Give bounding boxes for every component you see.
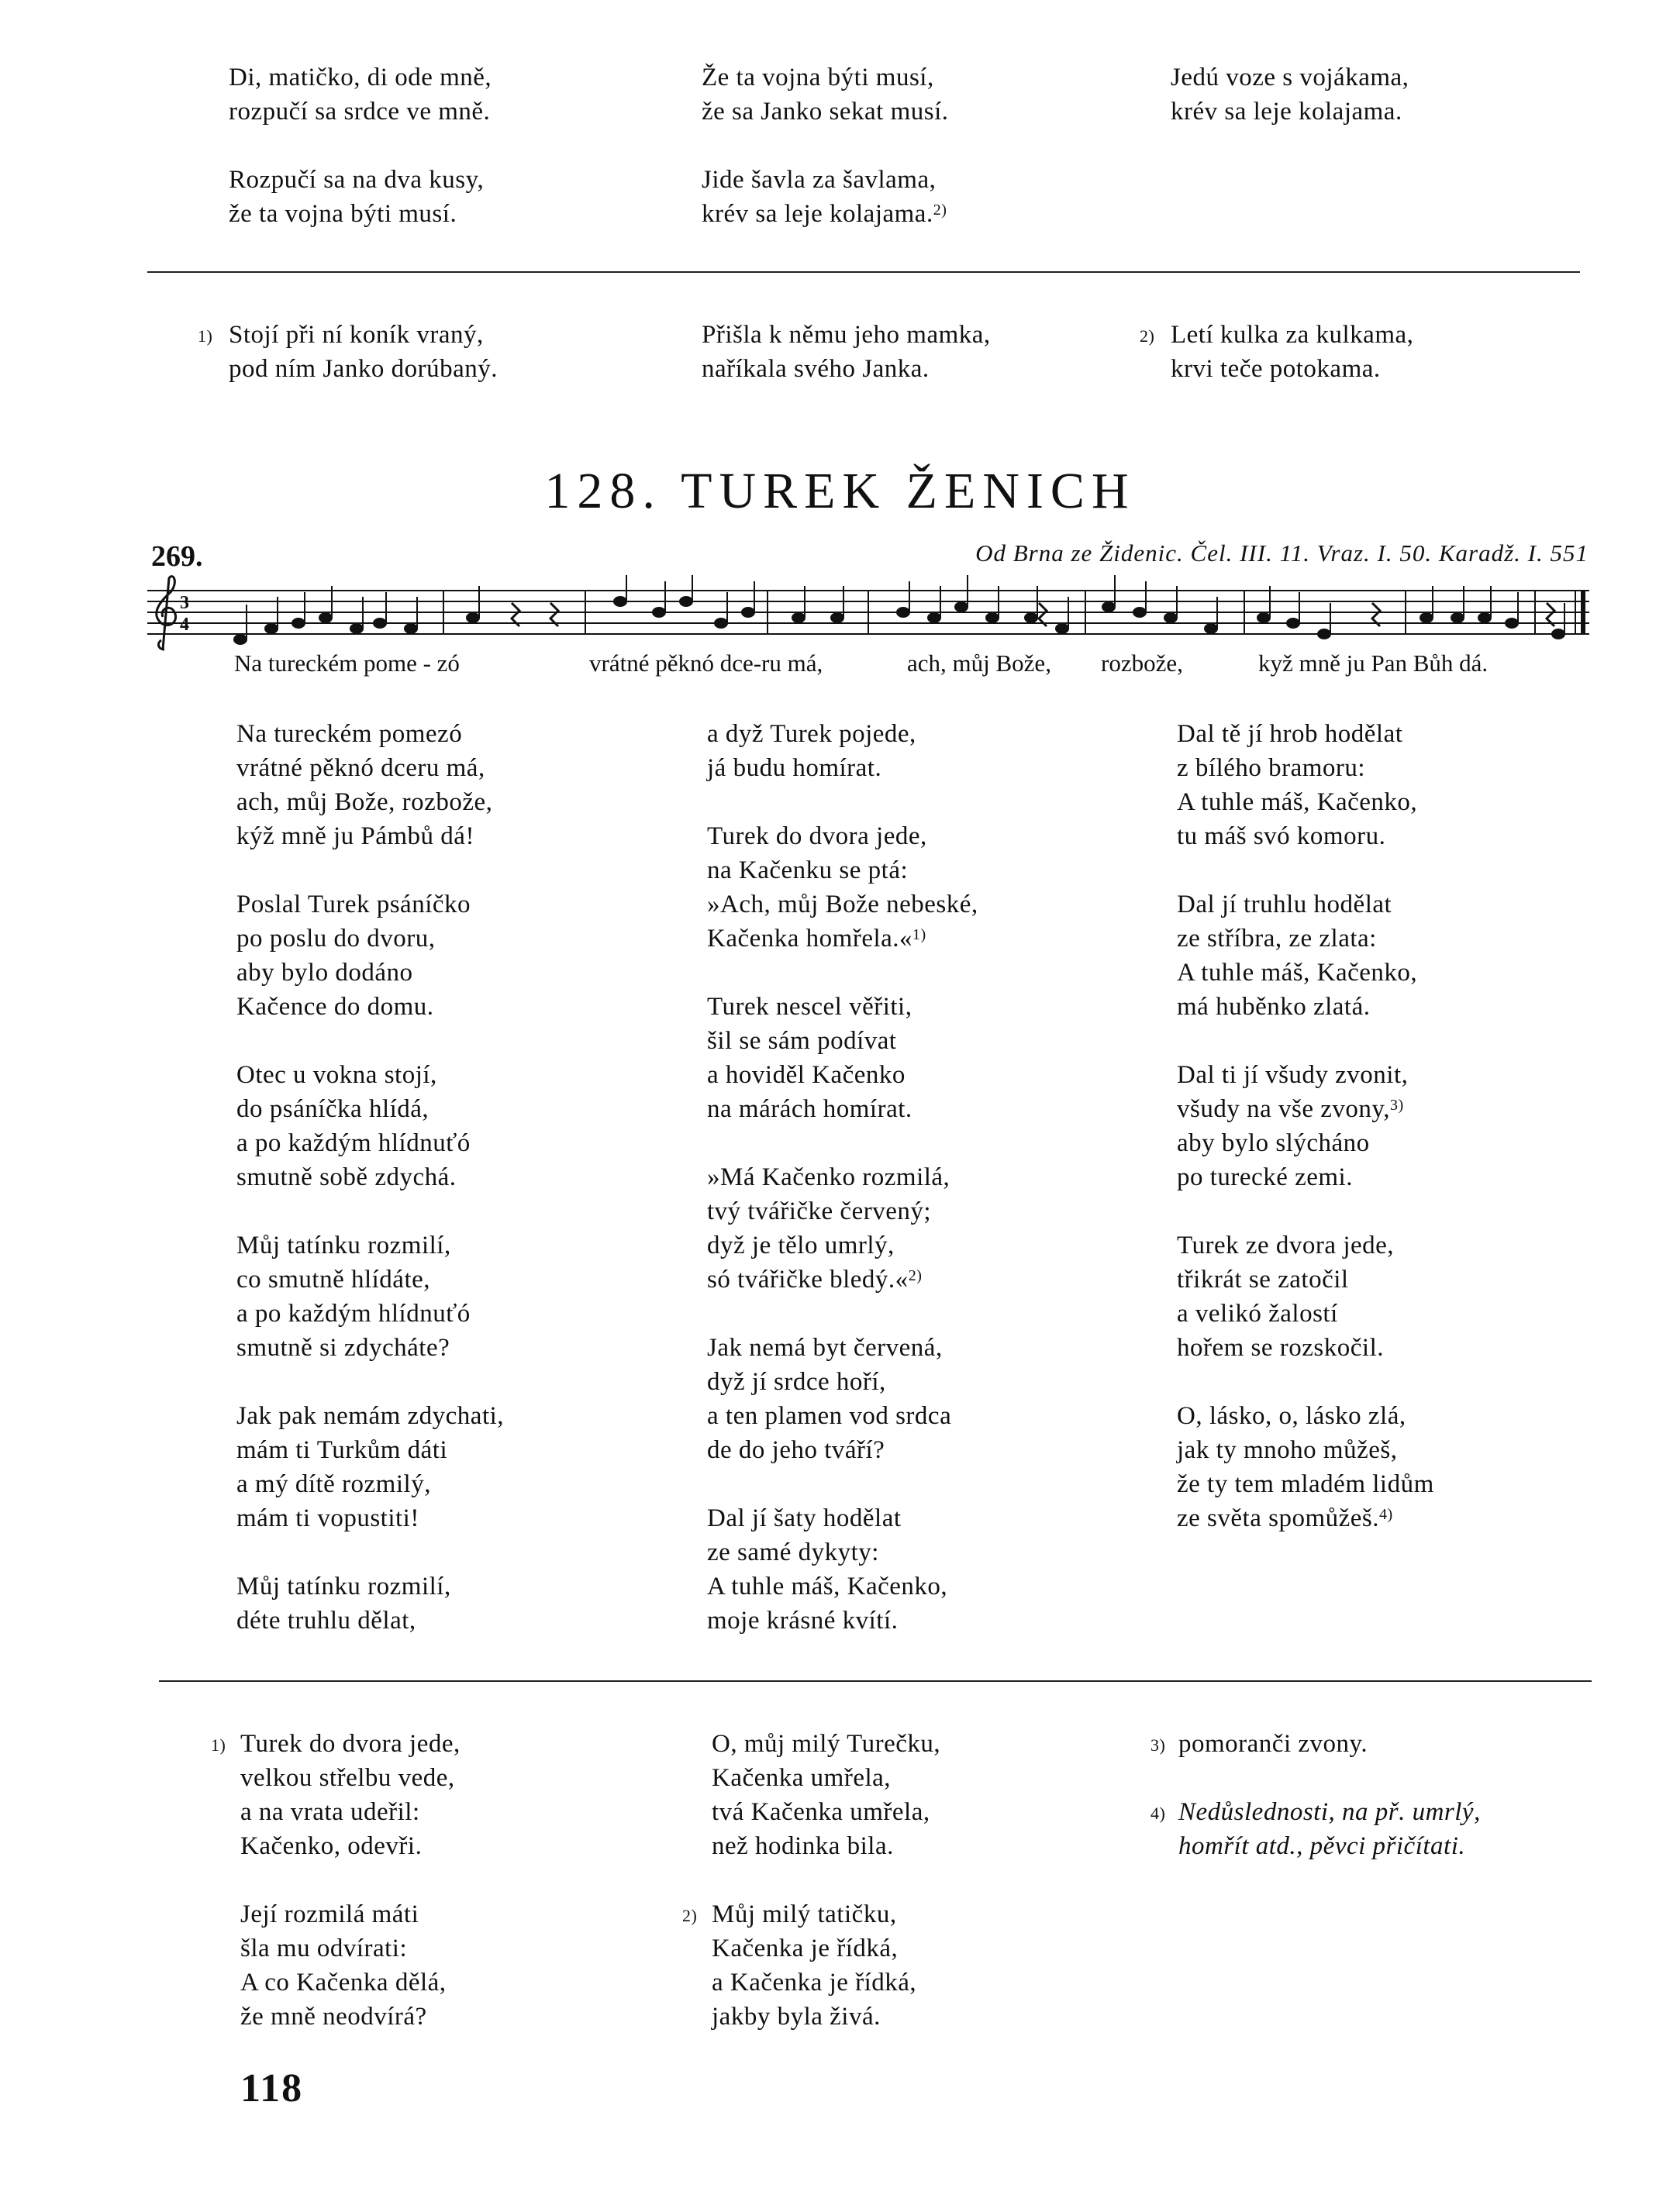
verse-line: mám ti Turkům dáti bbox=[236, 1436, 448, 1464]
time-sig-top: 3 bbox=[180, 593, 189, 613]
verse-line: A tuhle máš, Kačenko, bbox=[1177, 788, 1418, 816]
stanza bbox=[707, 990, 978, 1126]
verse-text: krév sa leje kolajama. bbox=[702, 200, 933, 228]
verse-line: Dal jí truhlu hodělat bbox=[1177, 891, 1392, 918]
footnote-line: a na vrata udeřil: bbox=[240, 1798, 420, 1826]
footnote-line: Letí kulka za kulkama, bbox=[1171, 321, 1414, 349]
footnote-line: šla mu odvírati: bbox=[240, 1935, 408, 1962]
stanza bbox=[229, 163, 492, 231]
footnote-line: než hodinka bila. bbox=[712, 1832, 894, 1860]
verse-line bbox=[707, 922, 978, 956]
footnote-line: Kačenko, odevři. bbox=[240, 1832, 423, 1860]
stanza bbox=[682, 1897, 940, 2034]
verse-line: Rozpučí sa na dva kusy, bbox=[229, 166, 485, 194]
verse-line: Turek ze dvora jede, bbox=[1177, 1232, 1395, 1259]
verse-line: »Ach, můj Bože nebeské, bbox=[707, 891, 978, 918]
verse-line: dyž jí srdce hoří, bbox=[707, 1368, 886, 1396]
verse-line: rozpučí sa srdce ve mně. bbox=[229, 98, 491, 126]
verse-line: a po každým hlídnuťó bbox=[236, 1300, 471, 1328]
footnote-line: tvá Kačenka umřela, bbox=[712, 1798, 930, 1826]
footnote-ref: 1) bbox=[912, 926, 926, 943]
stanza bbox=[702, 163, 949, 231]
verse-text: ze světa spomůžeš. bbox=[1177, 1504, 1379, 1532]
verse-line: a po každým hlídnuťó bbox=[236, 1129, 471, 1157]
verse-line: de do jeho tváří? bbox=[707, 1436, 885, 1464]
stanza bbox=[707, 1331, 978, 1467]
footnote-ref: 2) bbox=[933, 202, 947, 219]
lyric-syllables-2: vrátné pěknó dce-ru má, bbox=[589, 649, 823, 677]
footnote-line: krvi teče potokama. bbox=[1171, 355, 1381, 383]
verse-line: ze stříbra, ze zlata: bbox=[1177, 925, 1377, 953]
footnote-marker: 1) bbox=[211, 1735, 226, 1755]
verse-line: co smutně hlídáte, bbox=[236, 1266, 431, 1294]
verse-text: Kačenka homřela.« bbox=[707, 925, 913, 953]
verse-line: po turecké zemi. bbox=[1177, 1163, 1353, 1191]
verse-line bbox=[702, 197, 949, 231]
verse-line: že ta vojna býti musí. bbox=[229, 200, 457, 228]
footnote-line: Turek do dvora jede, bbox=[240, 1730, 461, 1758]
verse-line: na Kačenku se ptá: bbox=[707, 856, 909, 884]
verse-line: Poslal Turek psáníčko bbox=[236, 891, 471, 918]
lyric-syllables-1: Na tureckém pome - zó bbox=[234, 649, 460, 677]
verse-line: Otec u vokna stojí, bbox=[236, 1061, 437, 1089]
stanza bbox=[707, 717, 978, 785]
footnote-line: O, můj milý Turečku, bbox=[712, 1730, 941, 1758]
top-footnote-middle bbox=[702, 318, 991, 386]
verse-line: tu máš svó komoru. bbox=[1177, 822, 1386, 850]
verse-line: moje krásné kvítí. bbox=[707, 1607, 899, 1635]
verse-line: Dal ti jí všudy zvonit, bbox=[1177, 1061, 1409, 1089]
verse-line: má huběnko zlatá. bbox=[1177, 993, 1371, 1021]
verse-line: hořem se rozskočil. bbox=[1177, 1334, 1385, 1362]
verse-line: A tuhle máš, Kačenko, bbox=[1177, 959, 1418, 987]
stanza bbox=[707, 1160, 978, 1297]
verse-line: Dal jí šaty hodělat bbox=[707, 1504, 902, 1532]
verse-line: z bílého bramoru: bbox=[1177, 754, 1366, 782]
stanza bbox=[707, 1501, 978, 1638]
top-stanzas-col2 bbox=[702, 60, 949, 231]
lyric-syllables-4: rozbože, bbox=[1101, 649, 1183, 677]
verse-line: A tuhle máš, Kačenko, bbox=[707, 1573, 948, 1600]
stanza bbox=[229, 60, 492, 129]
verse-line: vrátné pěknó dceru má, bbox=[236, 754, 485, 782]
stanza bbox=[240, 1727, 461, 1863]
verse-line bbox=[707, 1263, 978, 1297]
verse-line: a hoviděl Kačenko bbox=[707, 1061, 906, 1089]
main-stanzas-col3 bbox=[1177, 717, 1434, 1535]
verse-line: aby bylo dodáno bbox=[236, 959, 413, 987]
stanza bbox=[1177, 717, 1434, 853]
footnote-line: že mně neodvírá? bbox=[240, 2003, 427, 2031]
song-source: Od Brna ze Židenic. Čel. III. 11. Vraz. I. 50. Karadž. I. 551 bbox=[975, 539, 1589, 567]
stanza bbox=[236, 1058, 504, 1194]
footnote-ref: 3) bbox=[1389, 1097, 1404, 1114]
footnote-line: Kačenka umřela, bbox=[712, 1764, 892, 1792]
verse-line: Na tureckém pomezó bbox=[236, 720, 463, 748]
verse-line bbox=[1177, 1092, 1434, 1126]
footnote-line: Kačenka je řídká, bbox=[712, 1935, 899, 1962]
main-stanzas-col1 bbox=[236, 717, 504, 1638]
verse-line: Kačence do domu. bbox=[236, 993, 434, 1021]
verse-line: mám ti vopustiti! bbox=[236, 1504, 419, 1532]
bottom-footnote-col2 bbox=[682, 1727, 941, 2034]
time-sig-bottom: 4 bbox=[180, 615, 189, 635]
bottom-footnote-col1 bbox=[211, 1727, 461, 2034]
verse-line: na márách homírat. bbox=[707, 1095, 912, 1123]
verse-line: Turek do dvora jede, bbox=[707, 822, 927, 850]
footnote-line: Můj milý tatičku, bbox=[712, 1900, 897, 1928]
top-stanzas-col1 bbox=[229, 60, 492, 231]
verse-line: šil se sám podívat bbox=[707, 1027, 897, 1055]
verse-line: Jak nemá byt červená, bbox=[707, 1334, 943, 1362]
verse-line: »Má Kačenko rozmilá, bbox=[707, 1163, 950, 1191]
footnote-line: naříkala svého Janka. bbox=[702, 355, 930, 383]
melody-number: 269. bbox=[151, 540, 203, 573]
footnote-divider bbox=[159, 1680, 1592, 1682]
stanza bbox=[236, 1569, 504, 1638]
verse-line: O, lásko, o, lásko zlá, bbox=[1177, 1402, 1406, 1430]
footnote-marker: 4) bbox=[1150, 1804, 1166, 1823]
stanza bbox=[707, 819, 978, 956]
verse-line: aby bylo slýcháno bbox=[1177, 1129, 1370, 1157]
lyric-syllables-5: kyž mně ju Pan Bůh dá. bbox=[1258, 649, 1489, 677]
footnote-line: pomoranči zvony. bbox=[1178, 1730, 1368, 1758]
verse-line: tvý tvářičke červený; bbox=[707, 1197, 932, 1225]
footnote-line: a Kačenka je řídká, bbox=[712, 1969, 917, 1997]
top-footnote-2 bbox=[1140, 318, 1414, 386]
verse-line: Jide šavla za šavlama, bbox=[702, 166, 937, 194]
verse-line: Di, matičko, di ode mně, bbox=[229, 64, 492, 91]
footnote-ref: 2) bbox=[908, 1267, 923, 1284]
footnote-marker: 3) bbox=[1150, 1735, 1166, 1755]
verse-line: ach, můj Bože, rozbože, bbox=[236, 788, 493, 816]
verse-line: dyž je tělo umrlý, bbox=[707, 1232, 895, 1259]
verse-line: krév sa leje kolajama. bbox=[1171, 98, 1402, 126]
stanza bbox=[1177, 887, 1434, 1024]
footnote-line: velkou střelbu vede, bbox=[240, 1764, 455, 1792]
stanza bbox=[1177, 1399, 1434, 1535]
stanza bbox=[236, 887, 504, 1024]
verse-line: a ten plamen vod srdca bbox=[707, 1402, 952, 1430]
lyric-syllables-3: ach, můj Bože, bbox=[907, 649, 1051, 677]
footnote-marker: 1) bbox=[198, 326, 213, 346]
footnote-line: Stojí při ní koník vraný, bbox=[229, 321, 484, 349]
footnote-marker: 2) bbox=[1140, 326, 1155, 346]
verse-line: kýž mně ju Pámbů dá! bbox=[236, 822, 474, 850]
stanza bbox=[1150, 1795, 1481, 1863]
bottom-footnote-col3 bbox=[1150, 1727, 1481, 1863]
footnote-line: A co Kačenka dělá, bbox=[240, 1969, 447, 1997]
top-stanzas-col3 bbox=[1171, 60, 1409, 129]
verse-line: smutně sobě zdychá. bbox=[236, 1163, 457, 1191]
song-title: 128. TUREK ŽENICH bbox=[544, 463, 1136, 519]
verse-text: všudy na vše zvony, bbox=[1177, 1095, 1390, 1123]
footnote-line: pod ním Janko dorúbaný. bbox=[229, 355, 498, 383]
verse-line: Turek nescel věřiti, bbox=[707, 993, 912, 1021]
verse-line: já budu homírat. bbox=[707, 754, 882, 782]
verse-line: že sa Janko sekat musí. bbox=[702, 98, 949, 126]
stanza bbox=[240, 1897, 461, 2034]
verse-line: Dal tě jí hrob hodělat bbox=[1177, 720, 1403, 748]
stanza bbox=[702, 60, 949, 129]
verse-text: só tvářičke bledý.« bbox=[707, 1266, 909, 1294]
stanza bbox=[1150, 1727, 1481, 1761]
verse-line: Že ta vojna býti musí, bbox=[702, 64, 934, 91]
verse-line: smutně si zdycháte? bbox=[236, 1334, 450, 1362]
stanza bbox=[1171, 60, 1409, 129]
stanza bbox=[1177, 1228, 1434, 1365]
verse-line: a dyž Turek pojede, bbox=[707, 720, 916, 748]
verse-line: do psáníčka hlídá, bbox=[236, 1095, 429, 1123]
top-footnote-1 bbox=[198, 318, 498, 386]
page-number: 118 bbox=[240, 2066, 304, 2110]
verse-line: že ty tem mladém lidům bbox=[1177, 1470, 1434, 1498]
footnote-line: Nedůslednosti, na př. umrlý, bbox=[1178, 1798, 1481, 1826]
verse-line: déte truhlu dělat, bbox=[236, 1607, 416, 1635]
footnote-line: Její rozmilá máti bbox=[240, 1900, 419, 1928]
stanza bbox=[236, 1228, 504, 1365]
verse-line: po poslu do dvoru, bbox=[236, 925, 436, 953]
stanza bbox=[712, 1727, 940, 1863]
main-stanzas-col2 bbox=[707, 717, 978, 1638]
time-signature bbox=[180, 593, 189, 635]
footnote-line: homřít atd., pěvci přičítati. bbox=[1178, 1832, 1466, 1860]
verse-line: a velikó žalostí bbox=[1177, 1300, 1338, 1328]
verse-line: ze samé dykyty: bbox=[707, 1538, 879, 1566]
verse-line bbox=[1177, 1501, 1434, 1535]
stanza bbox=[236, 717, 504, 853]
footnote-line: Přišla k němu jeho mamka, bbox=[702, 321, 991, 349]
verse-line: Jak pak nemám zdychati, bbox=[236, 1402, 505, 1430]
verse-line: třikrát se zatočil bbox=[1177, 1266, 1349, 1294]
verse-line: Jedú voze s vojákama, bbox=[1171, 64, 1409, 91]
verse-line: a mý dítě rozmilý, bbox=[236, 1470, 431, 1498]
footnote-divider bbox=[147, 271, 1580, 273]
verse-line: Můj tatínku rozmilí, bbox=[236, 1232, 451, 1259]
stanza bbox=[236, 1399, 504, 1535]
stanza bbox=[1177, 1058, 1434, 1194]
footnote-ref: 4) bbox=[1379, 1506, 1393, 1523]
verse-line: Můj tatínku rozmilí, bbox=[236, 1573, 451, 1600]
footnote-line: jakby byla živá. bbox=[712, 2003, 881, 2031]
footnote-marker: 2) bbox=[682, 1906, 698, 1925]
verse-line: jak ty mnoho můžeš, bbox=[1177, 1436, 1398, 1464]
